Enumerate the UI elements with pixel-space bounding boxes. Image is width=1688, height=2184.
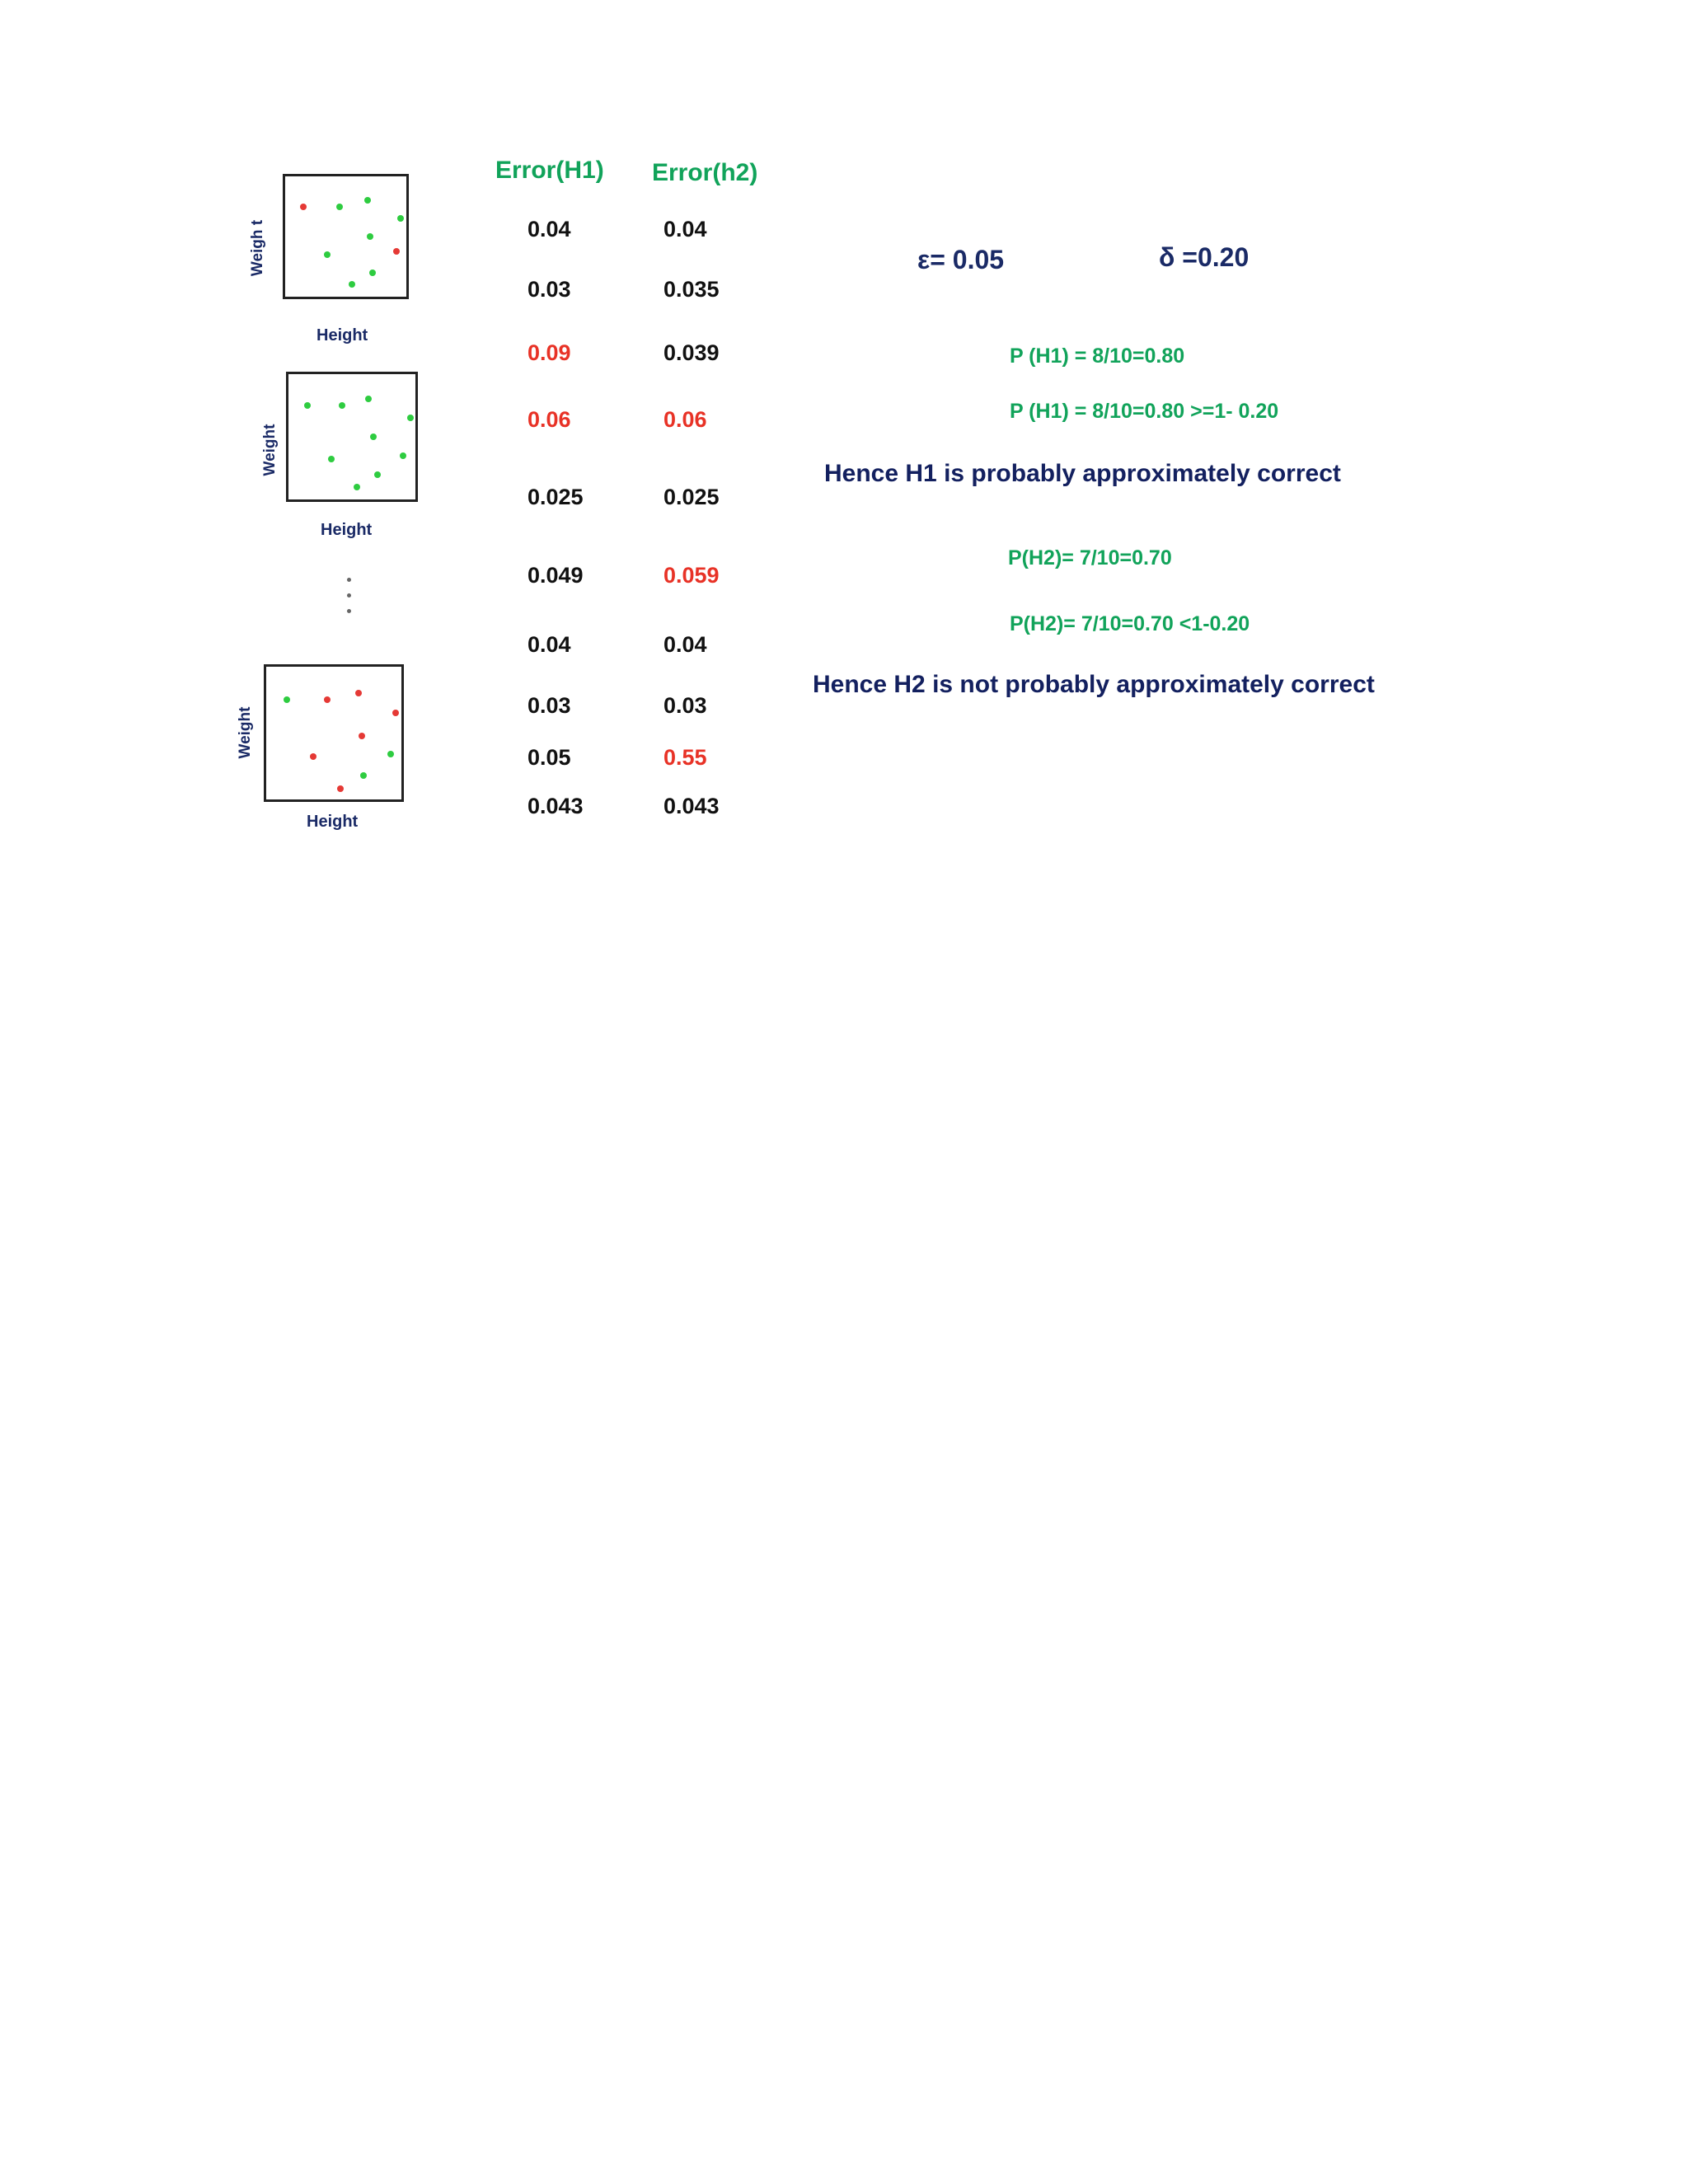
scatter-point — [339, 402, 345, 409]
table-cell-h1: 0.04 — [528, 217, 571, 241]
h1-conclusion: Hence H1 is probably approximately correct — [824, 460, 1341, 487]
table-cell-h1: 0.09 — [528, 340, 571, 365]
scatter-point — [365, 396, 372, 402]
scatter-point — [397, 215, 404, 222]
table-cell-h1: 0.06 — [528, 407, 571, 432]
plot-frame — [264, 664, 404, 802]
scatter-point — [400, 452, 406, 459]
scatter-point — [369, 269, 376, 276]
scatter-point — [328, 456, 335, 462]
scatter-point — [324, 696, 331, 703]
header-error-h2: Error(h2) — [652, 159, 758, 186]
scatter-point — [359, 733, 365, 739]
table-cell-h1: 0.03 — [528, 277, 571, 302]
x-axis-label: Height — [307, 813, 359, 831]
p-h2-comparison: P(H2)= 7/10=0.70 <1-0.20 — [1010, 612, 1250, 635]
scatter-point — [304, 402, 311, 409]
scatter-point — [354, 484, 360, 490]
scatter-point — [370, 434, 377, 440]
table-cell-h2: 0.043 — [663, 794, 720, 818]
y-axis-label: Weight — [237, 706, 254, 759]
p-h2-formula: P(H2)= 7/10=0.70 — [1008, 546, 1172, 569]
table-cell-h1: 0.049 — [528, 563, 584, 588]
plot-frame — [286, 372, 418, 502]
scatter-point — [407, 415, 414, 421]
plot-frame — [283, 174, 409, 299]
scatter-point — [364, 197, 371, 204]
x-axis-label: Height — [321, 521, 373, 539]
scatter-point — [360, 772, 367, 779]
scatter-point — [324, 251, 331, 258]
scatter-point — [367, 233, 373, 240]
table-cell-h2: 0.06 — [663, 407, 707, 432]
x-axis-label: Height — [316, 326, 368, 344]
scatter-point — [337, 785, 344, 792]
table-cell-h2: 0.03 — [663, 693, 707, 718]
table-cell-h2: 0.025 — [663, 485, 720, 509]
p-h1-formula: P (H1) = 8/10=0.80 — [1010, 344, 1185, 368]
header-error-h1: Error(H1) — [495, 157, 604, 184]
table-cell-h1: 0.05 — [528, 745, 571, 770]
y-axis-label: Weigh t — [249, 219, 266, 277]
table-cell-h1: 0.03 — [528, 693, 571, 718]
p-h1-comparison: P (H1) = 8/10=0.80 >=1- 0.20 — [1010, 400, 1279, 423]
table-cell-h2: 0.04 — [663, 632, 707, 657]
scatter-point — [310, 753, 316, 760]
table-cell-h2: 0.04 — [663, 217, 707, 241]
scatter-point — [284, 696, 290, 703]
scatter-point — [336, 204, 343, 210]
table-cell-h2: 0.059 — [663, 563, 720, 588]
scatter-point — [349, 281, 355, 288]
table-cell-h1: 0.04 — [528, 632, 571, 657]
table-cell-h1: 0.025 — [528, 485, 584, 509]
delta-value: δ =0.20 — [1159, 242, 1250, 272]
scatter-point — [387, 751, 394, 757]
h2-conclusion: Hence H2 is not probably approximately correct — [813, 671, 1375, 698]
scatter-point — [374, 471, 381, 478]
scatter-point — [392, 710, 399, 716]
scatter-point — [300, 204, 307, 210]
table-cell-h1: 0.043 — [528, 794, 584, 818]
epsilon-value: ε= 0.05 — [917, 245, 1005, 274]
scatter-point — [393, 248, 400, 255]
table-cell-h2: 0.55 — [663, 745, 707, 770]
table-cell-h2: 0.039 — [663, 340, 720, 365]
y-axis-label: Weight — [261, 424, 279, 476]
table-cell-h2: 0.035 — [663, 277, 720, 302]
scatter-point — [355, 690, 362, 696]
